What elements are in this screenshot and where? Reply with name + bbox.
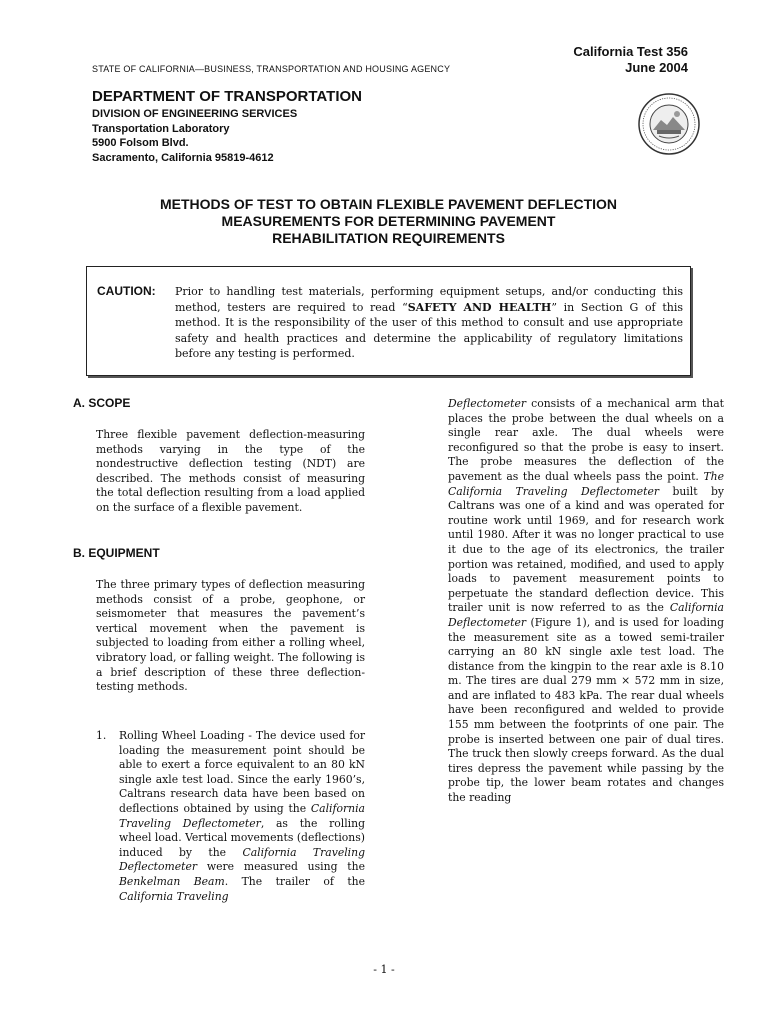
item1-text-3: were measured using the — [197, 860, 365, 874]
state-seal-icon — [637, 92, 701, 156]
page-number: - 1 - — [373, 963, 395, 976]
address-line-1: 5900 Folsom Blvd. — [92, 137, 189, 149]
section-b-heading: B. EQUIPMENT — [73, 546, 160, 560]
item1-italic-1: California Traveling Deflectometer — [119, 801, 365, 830]
title-line-3: REHABILITATION REQUIREMENTS — [272, 230, 505, 246]
item1-text-4: . The trailer of the — [224, 874, 365, 888]
item1-text-2: , as the rolling wheel load. Vertical movements (deflections) induced by the — [119, 816, 365, 859]
document-title — [92, 196, 685, 247]
title-line-1: METHODS OF TEST TO OBTAIN FLEXIBLE PAVEMENT DEFLECTION — [159, 196, 618, 212]
department-name: DEPARTMENT OF TRANSPORTATION — [92, 88, 362, 105]
item1-text-1: Rolling Wheel Loading - The device used for loading the measurement point should be able to exert a force equivalent to an 80 kN single axle test load. Since the early 1960’s, Caltrans research data have been based on deflections obtained by using the — [119, 729, 365, 815]
test-identifier — [573, 44, 688, 76]
division-name: DIVISION OF ENGINEERING SERVICES — [92, 108, 298, 120]
agency-line: STATE OF CALIFORNIA—BUSINESS, TRANSPORTATION AND HOUSING AGENCY — [92, 64, 451, 74]
right-italic-3: California Deflectometer — [448, 601, 724, 629]
caution-emphasis: SAFETY AND HEALTH — [407, 300, 552, 314]
right-italic-2: The California Traveling Deflectometer — [448, 469, 724, 498]
caution-label: CAUTION: — [97, 284, 156, 298]
list-item-number: 1. — [96, 729, 107, 742]
lab-name: Transportation Laboratory — [92, 122, 230, 135]
item1-italic-2: California Traveling Deflectometer — [119, 845, 365, 874]
right-column-paragraph — [448, 397, 724, 806]
department-address-block — [92, 107, 297, 165]
caution-text-after: ” in Section G of this method. It is the responsibility of the user of this method to consult and use appropriate safety and health practices and determine the applicability of regulatory limitations before any testing is performed. — [175, 300, 683, 360]
caution-text — [175, 284, 683, 362]
right-italic-1: Deflectometer — [448, 397, 527, 410]
right-text-2: built by Caltrans was one of a kind and was operated for routine work until 1969, and for research work until 1980. After it was no longer practical to use it due to the age of its electronics, the trailer portion was retained, modified, and used to apply loads to pavement measurement points to perpetuate the standard deflection device. This trailer unit is now referred to as the — [448, 484, 724, 615]
equipment-paragraph: The three primary types of deflection measuring methods consist of a probe, geophone, or seismometer that measures the pavement’s vertical movement when the pavement is subjected to loading from either a rolling wheel, vibratory load, or falling weight. The following is a brief description of these three deflection-testing methods. — [96, 578, 365, 694]
test-number: California Test 356 — [573, 44, 688, 59]
test-date: June 2004 — [625, 60, 688, 75]
caution-box — [86, 266, 691, 376]
right-text-1: consists of a mechanical arm that places the probe between the dual wheels on a single rear axle. The dual wheels were reconfigured so that the probe is easy to insert. The probe measures the deflection of the pavement as the dual wheels pass the point. — [448, 397, 724, 483]
scope-paragraph: Three flexible pavement deflection-measuring methods varying in the type of the nondestructive deflection testing (NDT) are described. The methods consist of measuring the total deflection resulting from a load applied on the surface of a flexible pavement. — [96, 428, 365, 514]
list-item-rolling-wheel — [119, 729, 365, 904]
caution-text-before: Prior to handling test materials, performing equipment setups, and/or conducting this method, testers are required to read “ — [175, 285, 683, 314]
address-line-2: Sacramento, California 95819-4612 — [92, 151, 274, 164]
section-a-heading: A. SCOPE — [73, 396, 131, 410]
title-line-2: MEASUREMENTS FOR DETERMINING PAVEMENT — [221, 213, 556, 229]
right-text-3: (Figure 1), and is used for loading the measurement site as a towed semi-trailer carrying an 80 kN single axle test load. The distance from the kingpin to the rear axle is 8.10 m. The tires are dual 279 mm × 572 mm in size, and are inflated to 483 kPa. The rear dual wheels have been reconfigured and welded to provide 155 mm between the footprints of one pair. The probe is inserted between one pair of dual tires. The truck then slowly creeps forward. As the dual tires depress the pavement while passing by the probe tip, the lower beam rotates and changes the reading — [448, 615, 724, 805]
item1-italic-4: California Traveling — [119, 889, 229, 903]
item1-italic-3: Benkelman Beam — [119, 874, 225, 888]
